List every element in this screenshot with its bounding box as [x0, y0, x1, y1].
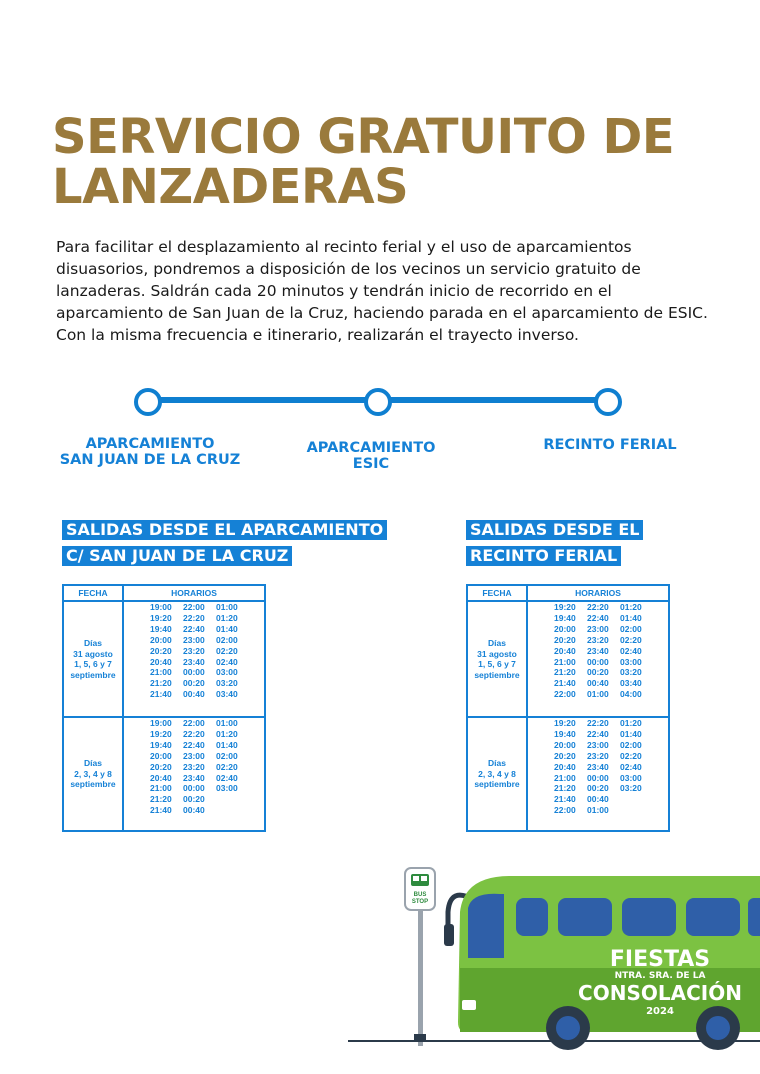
left-row-2-times	[123, 717, 265, 831]
time-cell: 21:00	[554, 656, 576, 667]
time-row	[554, 602, 668, 613]
time-row	[554, 646, 668, 657]
time-cell: 20:00	[150, 634, 172, 645]
time-cell: 22:20	[183, 612, 205, 623]
time-row	[150, 718, 264, 729]
time-cell: 19:20	[150, 728, 172, 739]
time-cell: 19:00	[150, 718, 172, 728]
bus-stop-sign-icon	[402, 866, 438, 1046]
day-text: septiembre	[474, 669, 520, 680]
time-row	[554, 718, 668, 729]
time-cell: 00:40	[587, 678, 609, 689]
time-row	[150, 794, 264, 805]
time-cell: 20:40	[554, 761, 576, 772]
time-row	[554, 740, 668, 751]
time-row	[554, 635, 668, 646]
time-row	[554, 805, 668, 816]
time-cell: 02:00	[620, 739, 642, 750]
time-cell: 00:00	[587, 772, 609, 783]
time-cell: 01:00	[587, 805, 609, 816]
time-cell: 21:00	[554, 772, 576, 783]
time-cell	[216, 794, 249, 805]
time-cell: 21:40	[554, 678, 576, 689]
time-cell: 23:00	[183, 750, 205, 761]
time-row	[554, 773, 668, 784]
time-row	[150, 667, 264, 678]
route-stop-3-line-1: RECINTO FERIAL	[543, 437, 677, 453]
time-cell: 02:20	[620, 750, 642, 761]
time-row	[150, 602, 264, 613]
time-cell: 02:40	[620, 645, 642, 656]
time-cell: 22:40	[587, 728, 609, 739]
time-cell: 01:40	[620, 612, 642, 623]
time-cell: 02:20	[216, 645, 238, 656]
day-text: septiembre	[474, 779, 520, 790]
time-cell: 19:20	[150, 612, 172, 623]
time-cell: 22:20	[587, 602, 609, 612]
bus-stop-text-2: STOP	[411, 899, 429, 905]
time-cell: 20:20	[150, 761, 172, 772]
day-text: septiembre	[70, 779, 116, 790]
time-cell	[216, 805, 249, 816]
route-stop-2-line-1: APARCAMIENTO	[306, 440, 436, 456]
time-cell: 00:00	[183, 667, 205, 678]
right-section-heading	[466, 520, 643, 572]
time-cell: 21:20	[554, 667, 576, 678]
time-cell: 23:20	[587, 634, 609, 645]
time-cell: 20:20	[554, 750, 576, 761]
time-cell: 01:40	[216, 739, 238, 750]
bus-logo-line-4: 2024	[646, 1006, 674, 1017]
time-row	[554, 667, 668, 678]
time-row	[554, 762, 668, 773]
time-cell: 22:20	[587, 718, 609, 728]
time-cell: 01:20	[620, 602, 642, 612]
table-row	[467, 717, 669, 831]
time-row	[150, 805, 264, 816]
time-row	[150, 624, 264, 635]
time-row	[554, 783, 668, 794]
time-row	[150, 613, 264, 624]
time-cell: 00:20	[587, 783, 609, 794]
intro-paragraph: Para facilitar el desplazamiento al recinto ferial y el uso de aparcamientos disuasorios, pondremos a disposición de los vecinos un servicio gratuito de lanzaderas. Saldrán cada 20 minutos y tendrán inicio de recorrido en el aparcamiento de San Juan de la Cruz, haciendo parada en el aparcamiento de ESIC. Con la misma frecuencia e itinerario, realizarán el trayecto inverso.	[56, 238, 708, 344]
time-cell: 22:00	[554, 689, 576, 700]
time-cell: 22:40	[183, 623, 205, 634]
time-cell: 23:40	[183, 656, 205, 667]
day-text: 1, 5, 6 y 7	[74, 659, 112, 669]
time-cell: 23:20	[587, 750, 609, 761]
time-cell: 20:40	[554, 645, 576, 656]
time-row	[554, 794, 668, 805]
time-cell: 02:40	[620, 761, 642, 772]
left-section-heading	[62, 520, 387, 572]
time-cell: 19:20	[554, 602, 576, 612]
route-stop-2-label	[296, 440, 446, 472]
route-stop-3-label	[530, 437, 690, 453]
time-cell: 04:00	[620, 689, 642, 700]
right-heading-line-2: RECINTO FERIAL	[466, 546, 621, 566]
time-cell: 19:00	[150, 602, 172, 612]
time-cell: 19:40	[554, 728, 576, 739]
time-cell: 03:00	[216, 783, 238, 794]
time-row	[150, 762, 264, 773]
route-stop-2-dot	[364, 388, 392, 416]
time-row	[150, 783, 264, 794]
time-cell: 23:40	[183, 772, 205, 783]
time-cell: 01:00	[216, 718, 238, 728]
time-cell: 22:40	[587, 612, 609, 623]
day-text: septiembre	[70, 669, 116, 680]
right-row-1-times	[527, 601, 669, 717]
day-text: 1, 5, 6 y 7	[478, 659, 516, 669]
title-line-1: SERVICIO GRATUITO DE	[52, 109, 675, 165]
time-cell: 03:20	[620, 783, 642, 794]
time-cell: 01:00	[216, 602, 238, 612]
time-row	[554, 657, 668, 668]
right-row-2-times	[527, 717, 669, 831]
right-row-2-days	[467, 717, 527, 831]
left-timetable	[62, 584, 266, 832]
time-row	[150, 689, 264, 700]
time-cell: 20:20	[554, 634, 576, 645]
bus-stop-text-1: BUS	[413, 892, 427, 898]
route-stop-1-line-1: APARCAMIENTO	[85, 436, 215, 452]
time-row	[150, 635, 264, 646]
time-cell: 01:00	[587, 689, 609, 700]
time-cell: 19:40	[554, 612, 576, 623]
page-title	[52, 109, 732, 215]
time-cell: 23:00	[587, 739, 609, 750]
time-cell: 20:20	[150, 645, 172, 656]
time-cell: 00:00	[183, 783, 205, 794]
time-cell: 00:00	[587, 656, 609, 667]
time-cell: 02:40	[216, 772, 238, 783]
route-stop-1-label	[52, 436, 248, 468]
time-cell: 01:20	[620, 718, 642, 728]
table-row	[63, 717, 265, 831]
time-cell: 00:40	[183, 805, 205, 816]
time-row	[554, 613, 668, 624]
time-cell: 23:20	[183, 761, 205, 772]
day-text: 31 agosto	[477, 648, 517, 659]
time-cell: 03:20	[216, 678, 238, 689]
time-cell: 02:20	[216, 761, 238, 772]
time-cell: 21:40	[150, 805, 172, 816]
time-cell: 03:20	[620, 667, 642, 678]
left-row-2-days	[63, 717, 123, 831]
time-row	[150, 646, 264, 657]
time-cell: 20:40	[150, 656, 172, 667]
time-cell: 23:40	[587, 761, 609, 772]
time-cell: 22:00	[183, 718, 205, 728]
table-row	[63, 601, 265, 717]
time-cell: 21:40	[150, 689, 172, 700]
day-text: 2, 3, 4 y 8	[74, 768, 112, 779]
time-row	[150, 678, 264, 689]
time-cell	[620, 805, 653, 816]
bus-logo-line-1: FIESTAS	[609, 947, 711, 972]
route-stop-3-dot	[594, 388, 622, 416]
route-stop-1-dot	[134, 388, 162, 416]
time-cell: 19:40	[150, 739, 172, 750]
time-cell: 02:00	[620, 623, 642, 634]
day-text: Días	[84, 758, 102, 769]
left-col-horarios: HORARIOS	[123, 585, 265, 601]
time-cell: 21:40	[554, 794, 576, 805]
left-heading-line-1: SALIDAS DESDE EL APARCAMIENTO	[62, 520, 387, 540]
time-cell: 02:20	[620, 634, 642, 645]
time-cell: 03:40	[620, 678, 642, 689]
time-cell: 01:20	[216, 728, 238, 739]
right-timetable	[466, 584, 670, 832]
time-cell: 02:00	[216, 750, 238, 761]
time-cell: 19:40	[150, 623, 172, 634]
right-heading-line-1: SALIDAS DESDE EL	[466, 520, 643, 540]
time-cell: 03:40	[216, 689, 238, 700]
time-cell: 00:20	[183, 678, 205, 689]
left-col-fecha: FECHA	[63, 585, 123, 601]
day-text: Días	[488, 638, 506, 648]
time-cell: 23:00	[587, 623, 609, 634]
bus-logo-line-2: NTRA. SRA. DE LA	[614, 971, 706, 981]
time-cell: 19:20	[554, 718, 576, 728]
left-row-1-days	[63, 601, 123, 717]
day-text: Días	[488, 758, 506, 769]
time-row	[150, 773, 264, 784]
time-cell: 00:20	[587, 667, 609, 678]
time-cell: 01:40	[216, 623, 238, 634]
time-row	[554, 624, 668, 635]
time-cell: 22:00	[183, 602, 205, 612]
time-cell: 22:00	[554, 805, 576, 816]
left-heading-line-2: C/ SAN JUAN DE LA CRUZ	[62, 546, 292, 566]
right-col-horarios: HORARIOS	[527, 585, 669, 601]
left-row-1-times	[123, 601, 265, 717]
right-col-fecha: FECHA	[467, 585, 527, 601]
day-text: Días	[84, 638, 102, 648]
time-cell: 02:40	[216, 656, 238, 667]
time-cell: 20:00	[554, 623, 576, 634]
route-stop-2-line-2: ESIC	[352, 456, 390, 472]
time-row	[554, 678, 668, 689]
title-line-2: LANZADERAS	[52, 159, 409, 215]
time-cell: 23:20	[183, 645, 205, 656]
time-cell: 21:20	[150, 678, 172, 689]
time-row	[554, 689, 668, 700]
bus-illustration-icon	[440, 872, 760, 1072]
day-text: 31 agosto	[73, 648, 113, 659]
time-cell: 23:40	[587, 645, 609, 656]
time-row	[554, 729, 668, 740]
time-cell: 22:20	[183, 728, 205, 739]
time-row	[554, 751, 668, 762]
time-row	[150, 751, 264, 762]
time-cell: 21:20	[150, 794, 172, 805]
bus-logo-line-3: CONSOLACIÓN	[578, 981, 742, 1005]
time-cell: 20:00	[554, 739, 576, 750]
day-text: 2, 3, 4 y 8	[478, 768, 516, 779]
time-cell: 03:00	[620, 772, 642, 783]
time-cell: 03:00	[620, 656, 642, 667]
time-cell: 21:00	[150, 783, 172, 794]
time-cell: 02:00	[216, 634, 238, 645]
time-row	[150, 657, 264, 668]
right-row-1-days	[467, 601, 527, 717]
time-cell: 22:40	[183, 739, 205, 750]
time-cell: 20:00	[150, 750, 172, 761]
time-cell: 21:20	[554, 783, 576, 794]
time-cell: 00:40	[587, 794, 609, 805]
time-cell: 00:40	[183, 689, 205, 700]
time-cell: 00:20	[183, 794, 205, 805]
time-cell	[620, 794, 653, 805]
ground-line	[348, 1040, 760, 1042]
time-cell: 21:00	[150, 667, 172, 678]
time-cell: 01:20	[216, 612, 238, 623]
time-row	[150, 729, 264, 740]
time-cell: 01:40	[620, 728, 642, 739]
table-row	[467, 601, 669, 717]
time-cell: 20:40	[150, 772, 172, 783]
time-cell: 03:00	[216, 667, 238, 678]
time-row	[150, 740, 264, 751]
route-stop-1-line-2: SAN JUAN DE LA CRUZ	[59, 452, 241, 468]
time-cell: 23:00	[183, 634, 205, 645]
